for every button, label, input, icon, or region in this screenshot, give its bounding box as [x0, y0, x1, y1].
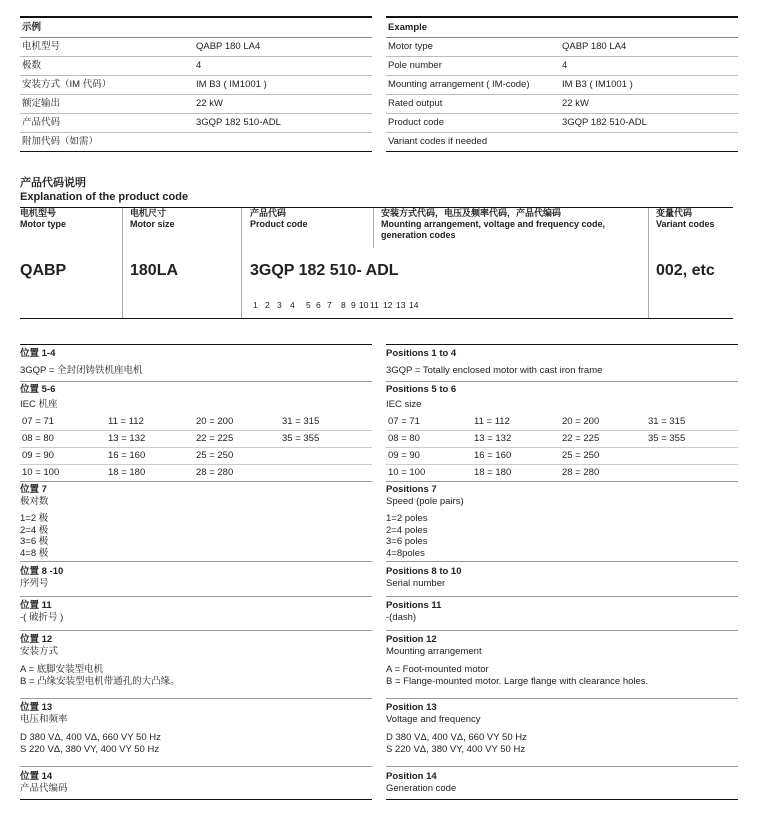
position-12-cn: 位置 12 安装方式 A = 底脚安装型电机 B = 凸缘安装型电机带通孔的大凸缘。: [20, 634, 180, 687]
table-row: 产品代码 3GQP 182 510-ADL: [20, 114, 372, 133]
position-7-cn: 位置 7 极对数 1=2 极 2=4 极 3=6 极 4=8 极: [20, 484, 49, 559]
divider: [386, 698, 738, 699]
position-number: 11: [370, 300, 379, 310]
example-table-cn: [20, 16, 372, 152]
table-row: Variant codes if needed: [386, 133, 738, 152]
position-number: 4: [290, 300, 295, 310]
position-8-10-en: Positions 8 to 10 Serial number: [386, 566, 462, 589]
divider: [20, 344, 372, 345]
position-number: 12: [383, 300, 393, 310]
col-motor-size: 电机尺寸 Motor size: [130, 208, 175, 229]
position-number: 5: [306, 300, 311, 310]
divider: [241, 208, 242, 318]
divider: [20, 799, 372, 800]
divider: [20, 596, 372, 597]
product-code-value: 3GQP 182 510- ADL: [250, 262, 399, 279]
table-row: 额定输出 22 kW: [20, 95, 372, 114]
divider: [20, 698, 372, 699]
position-number: 6: [316, 300, 321, 310]
position-number: 1: [253, 300, 258, 310]
position-14-cn: 位置 14 产品代编码: [20, 771, 68, 794]
divider: [386, 344, 738, 345]
position-5-6-en: Positions 5 to 6 IEC size: [386, 384, 457, 410]
table-row: 极数 4: [20, 57, 372, 76]
table-row: 附加代码（如需）: [20, 133, 372, 152]
position-7-en: Positions 7 Speed (pole pairs) 1=2 poles 2=4 poles 3=6 poles 4=8poles: [386, 484, 464, 559]
table-row: Pole number 4: [386, 57, 738, 76]
table-row: 电机型号 QABP 180 LA4: [20, 38, 372, 57]
divider: [386, 381, 738, 382]
divider: [386, 596, 738, 597]
divider: [20, 561, 372, 562]
position-13-cn: 位置 13 电压和频率 D 380 VΔ, 400 VΔ, 660 VY 50 Hz S 220 VΔ, 380 VY, 400 VY 50 Hz: [20, 702, 161, 755]
example-title: Example: [386, 16, 738, 38]
col-product-code: 产品代码 Product code: [250, 208, 308, 229]
position-1-4-cn: 位置 1-4 3GQP = 全封闭铸铁机座电机: [20, 348, 143, 376]
position-12-en: Position 12 Mounting arrangement A = Foot-mounted motor B = Flange-mounted motor. Large flange with clearance holes.: [386, 634, 649, 687]
position-number: 14: [409, 300, 419, 310]
position-number: 13: [396, 300, 406, 310]
divider: [373, 208, 374, 248]
motor-size-value: 180LA: [130, 262, 179, 279]
col-mounting: 安装方式代码，电压及频率代码，产品代编码 Mounting arrangement, voltage and frequency code, generation codes: [381, 208, 606, 240]
section-title-cn: 产品代码说明: [20, 177, 86, 189]
iec-grid-en: 07 = 71 11 = 112 20 = 200 31 = 315 08 = 80 13 = 132 22 = 225 35 = 355 09 = 90 16 = 160 25 = 250 10 = 100 18 = 180 28 = 280: [386, 414, 738, 482]
divider: [20, 630, 372, 631]
divider: [386, 630, 738, 631]
divider: [648, 208, 649, 318]
divider: [20, 318, 733, 319]
position-number: 9: [351, 300, 356, 310]
table-row: Mounting arrangement ( IM-code) IM B3 ( IM1001 ): [386, 76, 738, 95]
position-8-10-cn: 位置 8 -10 序列号: [20, 566, 64, 589]
position-11-en: Positions 11 -(dash): [386, 600, 442, 623]
position-number: 3: [277, 300, 282, 310]
example-title: 示例: [20, 16, 372, 38]
table-row: Motor type QABP 180 LA4: [386, 38, 738, 57]
iec-grid-cn: 07 = 71 11 = 112 20 = 200 31 = 315 08 = 80 13 = 132 22 = 225 35 = 355 09 = 90 16 = 160 25 = 250 10 = 100 18 = 180 28 = 280: [20, 414, 372, 482]
table-row: Rated output 22 kW: [386, 95, 738, 114]
divider: [20, 381, 372, 382]
position-number: 7: [327, 300, 332, 310]
position-number: 2: [265, 300, 270, 310]
table-row: Product code 3GQP 182 510-ADL: [386, 114, 738, 133]
divider: [122, 208, 123, 318]
section-title-en: Explanation of the product code: [20, 191, 189, 203]
divider: [386, 799, 738, 800]
position-5-6-cn: 位置 5-6 IEC 机座: [20, 384, 58, 410]
position-14-en: Position 14 Generation code: [386, 771, 457, 794]
position-number: 10: [359, 300, 369, 310]
position-13-en: Position 13 Voltage and frequency D 380 VΔ, 400 VΔ, 660 VY 50 Hz S 220 VΔ, 380 VY, 400 VY 50 Hz: [386, 702, 527, 755]
variant-value: 002, etc: [656, 262, 715, 279]
motor-type-value: QABP: [20, 262, 67, 279]
divider: [386, 561, 738, 562]
table-row: 安装方式（IM 代码） IM B3 ( IM1001 ): [20, 76, 372, 95]
position-1-4-en: Positions 1 to 4 3GQP = Totally enclosed motor with cast iron frame: [386, 348, 603, 376]
divider: [20, 766, 372, 767]
divider: [386, 766, 738, 767]
position-11-cn: 位置 11 -( 破折号 ): [20, 600, 64, 623]
example-table-en: [386, 16, 738, 152]
col-motor-type: 电机型号 Motor type: [20, 208, 66, 229]
col-variant: 变量代码 Variant codes: [656, 208, 715, 229]
position-number: 8: [341, 300, 346, 310]
